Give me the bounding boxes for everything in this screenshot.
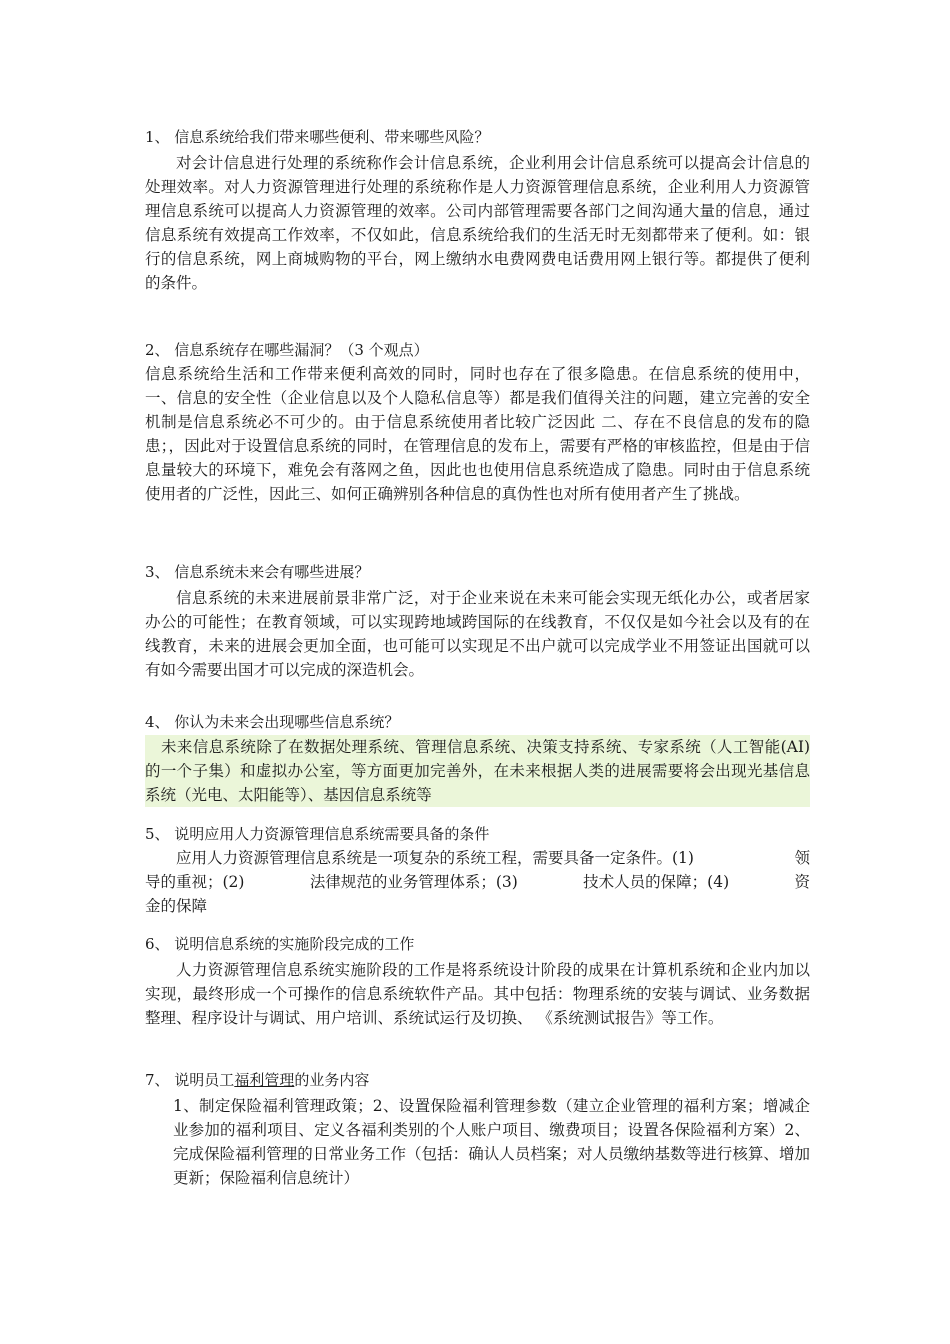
question-6-title: 6、 说明信息系统的实施阶段完成的工作 xyxy=(145,935,415,953)
question-5-cond-3: 技术人员的保障；(4) xyxy=(583,873,730,891)
question-7-answer: 1、制定保险福利管理政策；2、设置保险福利管理参数（建立企业管理的福利方案；增减企业参加的福利项目、定义各福利类别的个人账户项目、缴费项目；设置各保险福利方案）2、完成保险福利管理的日常业务工作（包括：确认人员档案；对人员缴纳基数等进行核算、增加更新；保险福利信息统计） xyxy=(173,1097,810,1187)
question-5-line-1-text: 应用人力资源管理信息系统是一项复杂的系统工程，需要具备一定条件。(1) xyxy=(176,849,694,867)
question-7-title-post: 的业务内容 xyxy=(294,1071,370,1089)
question-5-line-2 xyxy=(145,870,810,894)
question-5-line-1 xyxy=(145,846,810,870)
question-3-title: 3、 信息系统未来会有哪些进展？ xyxy=(145,563,370,581)
question-5-line-1-end: 领 xyxy=(794,849,810,867)
question-5-line-3 xyxy=(145,894,810,918)
question-6-answer: 人力资源管理信息系统实施阶段的工作是将系统设计阶段的成果在计算机系统和企业内加以实现，最终形成一个可操作的信息系统软件产品。其中包括：物理系统的安装与调试、业务数据整理、程序设计与调试、用户培训、系统试运行及切换、 《系统测试报告》等工作。 xyxy=(145,961,810,1027)
question-5-cond-2: 法律规范的业务管理体系；(3) xyxy=(309,873,518,891)
question-1-answer: 对会计信息进行处理的系统称作会计信息系统，企业利用会计信息系统可以提高会计信息的处理效率。对人力资源管理进行处理的系统称作是人力资源管理信息系统，企业利用人力资源管理信息系统可以提高人力资源管理的效率。公司内部管理需要各部门之间沟通大量的信息，通过信息系统有效提高工作效率，不仅如此，信息系统给我们的生活无时无刻都带来了便利。如：银行的信息系统，网上商城购物的平台，网上缴纳水电费网费电话费用网上银行等。都提供了便利的条件。 xyxy=(145,154,810,292)
question-4-title: 4、 你认为未来会出现哪些信息系统？ xyxy=(145,713,400,731)
question-7-title-pre: 7、 说明员工 xyxy=(145,1071,235,1089)
question-5-cond-1: 导的重视；(2) xyxy=(145,873,245,891)
welfare-management-link[interactable]: 福利管理 xyxy=(234,1071,295,1089)
question-2-title: 2、 信息系统存在哪些漏洞？（3 个观点） xyxy=(145,341,429,359)
question-4-answer: 未来信息系统除了在数据处理系统、管理信息系统、决策支持系统、专家系统（人工智能(AI)的一个子集）和虚拟办公室，等方面更加完善外，在未来根据人类的进展需要将会出现光基信息系统（光电、太阳能等）、基因信息系统等 xyxy=(145,735,810,807)
question-3-answer: 信息系统的未来进展前景非常广泛，对于企业来说在未来可能会实现无纸化办公，或者居家办公的可能性；在教育领域，可以实现跨地域跨国际的在线教育，不仅仅是如今社会以及有的在线教育，未来的进展会更加全面，也可能可以实现足不出户就可以完成学业不用签证出国就可以有如今需要出国才可以完成的深造机会。 xyxy=(145,589,810,679)
question-1-title: 1、 信息系统给我们带来哪些便利、带来哪些风险？ xyxy=(145,128,490,146)
question-7-title xyxy=(145,1070,369,1090)
question-5-title: 5、 说明应用人力资源管理信息系统需要具备的条件 xyxy=(145,825,490,843)
question-2-answer: 信息系统给生活和工作带来便利高效的同时，同时也存在了很多隐患。在信息系统的使用中，一、信息的安全性（企业信息以及个人隐私信息等）都是我们值得关注的问题，建立完善的安全机制是信息系统必不可少的。由于信息系统使用者比较广泛因此 二、存在不良信息的发布的隐患；，因此对于设置信息系统的同时，在管理信息的发布上，需要有严格的审核监控，但是由于信息量较大的环境下，难免会有落网之鱼，因此也也使用信息系统造成了隐患。同时由于信息系统使用者的广泛性，因此三、如何正确辨别各种信息的真伪性也对所有使用者产生了挑战。 xyxy=(145,365,810,503)
question-5-cond-4: 资 xyxy=(794,873,810,891)
question-5-line-3-text: 金的保障 xyxy=(145,897,208,915)
